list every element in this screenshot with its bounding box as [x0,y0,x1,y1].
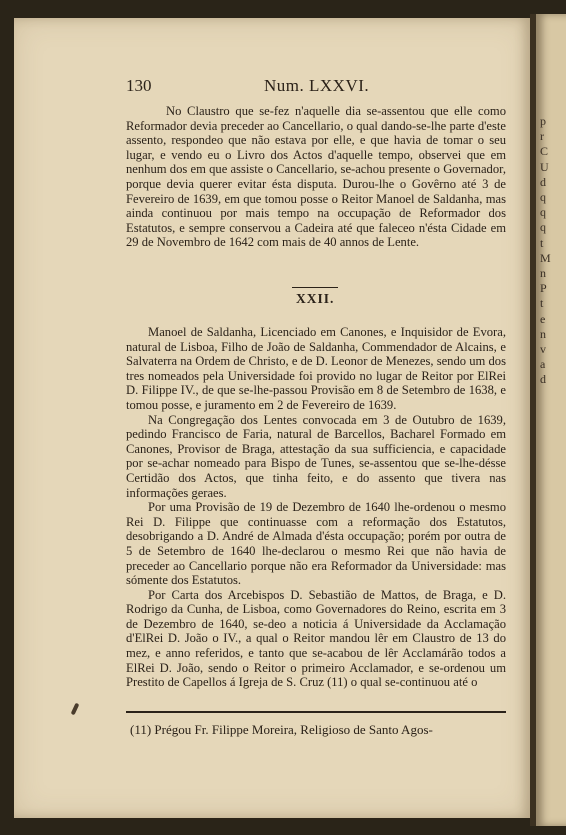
adjacent-page-letter: C [540,144,549,159]
adjacent-page-letter: P [540,281,547,296]
body-paragraph: Por Carta dos Arcebispos D. Sebastião de Mattos, de Braga, e D. Rodrigo da Cunha, de Lisboa, como Governadores do Reino, escrita em 3 de Dezembro de 1640, se-deo a noticia á Universidade da Acclamação d'ElRei D. João o IV., a qual o Reitor mandou lêr em Claustro de 13 do mez, e anno referidos, e tanto que se-acabou de lêr Acclamárão todos a ElRei D. João, sendo o Reitor o primeiro Acclamador, e se-ordenou um Prestito de Capellos á Igreja de S. Cruz (11) o qual se-continuou até o [126,587,506,690]
adjacent-page-letter: t [540,235,544,250]
opening-paragraph: No Claustro que se-fez n'aquelle dia se-assentou que elle como Reformador devia preceder ao Cancellario, o qual dando-se-lhe parte d'este assento, respondeo que não estava por elle, e que havia de tomar o seu lugar, e vendo eu o Livro dos Actos d'aquelle tempo, observei que em nenhum dos em que assiste o Cancellario, se-achou presente o Governador, porque devia querer evitar ésta disputa. Durou-lhe o Govêrno até 3 de Fevereiro de 1639, em que tomou posse o Reitor Manoel de Saldanha, mas ainda continuou por mais tempo na occupação de Reformador dos Estatutos, e sempre conservou a Cadeira até que faleceo n'ésta Cidade em 29 de Novembro de 1642 com mais de 40 annos de Lente. [126,104,506,250]
adjacent-page-letter: n [540,266,546,280]
adjacent-page-letter: n [540,326,546,341]
adjacent-page-edge [536,14,566,826]
adjacent-page-letter: p [540,114,546,128]
adjacent-page-letter: v [540,342,546,356]
adjacent-page-letter: d [540,372,546,387]
adjacent-page-letter: a [540,357,546,372]
body-paragraph: Na Congregação dos Lentes convocada em 3 de Outubro de 1639, pedindo Francisco de Faria, natural de Barcellos, Bacharel Formado em Canones, Provisor de Braga, attestação da sua sufficiencia, e capacidade por se-achar nomeado para Bispo de Tunes, se-assentou que se-lhe-désse Certidão dos Actos, que tinha feito, e do assento que tivera nas informações geraes. [126,412,506,500]
adjacent-page-letter: q [540,205,546,220]
footnote: (11) Prégou Fr. Filippe Moreira, Religioso de Santo Agos- [130,722,433,737]
body-paragraph: Por uma Provisão de 19 de Dezembro de 1640 lhe-ordenou o mesmo Rei D. Filippe que continuasse com a reformação dos Estatutos, desobrigando a D. André de Almada d'ésta occupação; porém por outra de 5 de Setembro de 1640 lhe-declarou o mesmo Rei que não havia de preceder ao Cancellario porque não era Reformador da Universidade: mas sómente dos Estatutos. [126,500,506,588]
adjacent-page-letter: q [540,220,546,235]
adjacent-page-letter: q [540,190,546,204]
page-number: 130 [126,76,152,95]
page-title: Num. LXXVI. [264,76,370,95]
adjacent-page-letter: t [540,296,544,311]
section-heading: XXII. [296,291,335,306]
adjacent-page-letter: r [540,129,544,144]
footnote-rule [126,711,506,713]
adjacent-page-letter: d [540,174,546,189]
section-rule [292,287,338,288]
section-body [126,325,506,690]
body-paragraph: Manoel de Saldanha, Licenciado em Canones, e Inquisidor de Evora, natural de Lisboa, Filho de João de Saldanha, Commendador de Alcains, e Salvaterra na Ordem de Christo, e de D. Leonor de Menezes, sendo um dos tres nomeados pela Universidade foi provido no lugar de Reitor por ElRei D. Filippe IV., de que se-lhe-passou Provisão em 8 de Setembro de 1638, e tomou posse, e juramento em 2 de Fevereiro de 1639. [126,325,506,412]
adjacent-page-letter: U [540,159,549,174]
adjacent-page-letter: e [540,311,546,326]
adjacent-page-letter: M [540,250,551,265]
